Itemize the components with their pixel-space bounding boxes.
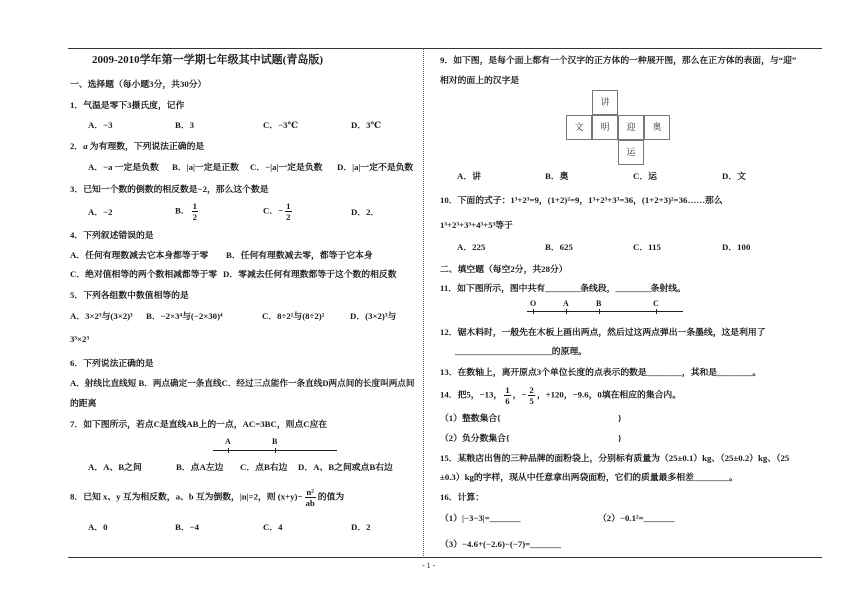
net-cell-middle-2: 明 [592,115,618,140]
q15-stem-continuation: ±0.3）kg的字样，现从中任意拿出两袋面粉，它们的质量最多相差________。 [440,472,738,482]
q8-fraction [305,487,316,508]
fraction-denominator: 2 [192,212,198,222]
fraction-numerator: 1 [505,385,510,395]
q4-stem: 4．下列叙述错误的是 [70,230,154,240]
q3-stem: 3．已知一个数的倒数的相反数是−2，那么这个数是 [70,184,269,194]
q6-options-continuation: 的距离 [70,398,97,408]
page-number: - 1 - [422,561,436,570]
q11-point-b-label: B [596,299,602,308]
section-heading-choice: 一、选择题（每小题3分，共30分） [70,79,207,89]
q10-option-d: D．100 [722,242,751,252]
net-cell-bottom: 运 [618,140,644,165]
q9-option-d: D．文 [722,171,746,181]
q3-option-c-sign: − [278,205,284,216]
q4-option-a: A．任何有理数减去它本身都等于零 [70,250,209,260]
q2-option-d: D．|a|一定不是负数 [337,162,414,172]
q3-option-c-fraction [285,201,291,222]
q3-option-b [175,201,200,222]
q11-stem: 11．如下图所示，图中共有________条线段，________条射线。 [440,283,686,293]
q7-point-a-tick [228,448,229,453]
top-rule [68,48,822,49]
q14-integer-set-close: } [618,413,622,423]
q7-point-b-label: B [272,437,278,446]
q9-option-b: B．奥 [545,171,569,181]
q1-option-b: B．3 [175,120,195,130]
fraction-numerator: 1 [192,201,198,211]
q5-option-b: B．−2×3⁴与(−2×30)⁴ [146,311,223,321]
q14-integer-set-label: （1）整数集合{ [440,413,501,423]
q14-fraction-2 [528,385,534,406]
q1-option-a: A．−3 [88,120,113,130]
q5-stem: 5．下列各组数中数值相等的是 [70,290,189,300]
q8-option-a: A．0 [88,522,108,532]
q5-option-d-continuation: 3³×2³ [70,334,90,344]
q14-negative-fraction-set-label: （2）负分数集合{ [440,433,510,443]
fraction-numerator: 1 [286,201,291,211]
q7-point-b-tick [275,448,276,453]
q7-option-c: C．点B右边 [240,462,288,472]
q14-separator: ，− [512,389,527,400]
q3-option-a: A．−2 [88,207,113,217]
q11-point-a-label: A [563,299,569,308]
q9-option-a: A．讲 [457,171,481,181]
q11-point-a-tick [566,309,567,314]
section-heading-fill-in: 二、填空题（每空2分，共28分） [440,264,568,274]
q2-variable: a [83,141,88,151]
q15-stem: 15．某粮店出售的三种品牌的面粉袋上，分别标有质量为（25±0.1）kg、（25±0.2）kg、（25 [440,453,790,463]
fraction-numerator: n² [306,487,314,497]
q10-stem-continuation: 1³+2³+3³+4³+5³等于 [440,220,513,230]
q2-text: 为有理数，下列说法正确的是 [87,141,205,151]
q14-negative-fraction-set-close: } [618,433,622,443]
q5-option-a: A．3×2³与(3×2)³ [70,311,133,321]
q4-option-d: D．零减去任何有理数都等于这个数的相反数 [223,269,397,279]
exam-title: 2009-2010学年第一学期七年级其中试题(青岛版) [92,54,323,66]
q12-stem: 12．锯木料时，一般先在木板上画出两点，然后过这两点弹出一条墨线，这是利用了 [440,327,766,337]
q7-stem: 7．如下图所示，若点C是直线AB上的一点，AC=3BC，则点C应在 [70,419,328,429]
bottom-rule [68,557,822,558]
q11-ray [527,311,683,312]
q14-stem [440,385,681,406]
q4-option-b: B．任何有理数减去零，都等于它本身 [226,250,373,260]
q9-option-c: C．运 [633,171,657,181]
q13-stem: 13．在数轴上，离开原点3个单位长度的点表示的数是________，其和是________。 [440,367,762,377]
q1-option-d: D．3℃ [351,120,382,130]
q16-stem: 16．计算： [440,492,484,502]
q14-stem-start: 14．把5，−13， [440,389,503,400]
q10-stem: 10．下面的式子：1³+2³=9，(1+2)²=9，1³+2³+3³=36，(1+2+3)²=36……那么 [440,195,723,205]
q2-stem [70,140,204,152]
q11-point-b-tick [599,309,600,314]
q3-option-b-fraction [192,201,198,222]
q5-option-d: D．(3×2)³与 [350,311,397,321]
net-cell-middle-3: 迎 [618,115,644,140]
q3-option-b-label: B． [175,205,190,216]
q16-part-2: （2）−0.1²=_______ [598,513,675,523]
q9-stem-continuation: 相对的面上的汉字是 [440,75,520,85]
q2-option-b: B．|a|一定是正数 [172,162,239,172]
q11-point-o-tick [533,309,534,314]
q3-option-d: D．2． [351,207,380,217]
q1-option-c: C．−3℃ [263,120,299,130]
q8-stem-start: 8．已知 x、y 互为相反数，a、b 互为倒数，|n|=2，则 (x+y)− [70,491,303,502]
q4-option-c: C．绝对值相等的两个数相减都等于零 [70,269,218,279]
fraction-numerator: 2 [529,385,534,395]
q8-option-b: B．−4 [175,522,200,532]
q8-stem [70,487,344,508]
net-cell-middle-1: 文 [566,115,592,140]
q6-options: A．射线比直线短 B．两点确定一条直线C．经过三点能作一条直线D两点间的长度叫两点间 [70,378,415,388]
fraction-denominator: 2 [286,212,291,222]
q10-option-b: B．625 [545,242,573,252]
q16-part-1: （1）|−3−3|=_______ [440,513,521,523]
q3-option-c [263,201,294,222]
q10-option-a: A．225 [457,242,486,252]
net-cell-top: 讲 [592,90,618,115]
q14-fraction-1 [504,385,510,406]
column-divider [423,48,424,558]
q7-point-a-label: A [225,437,231,446]
q2-option-c: C．−|a|一定是负数 [250,162,323,172]
q8-option-d: D．2 [351,522,371,532]
q6-stem: 6．下列说法正确的是 [70,358,154,368]
q9-stem: 9．如下图，是每个面上都有一个汉字的正方体的一种展开图，那么在正方体的表面，与“迎” [440,55,797,65]
fraction-denominator: ab [305,498,315,508]
q11-point-c-label: C [653,299,659,308]
q11-point-o-label: O [530,299,537,308]
q3-option-c-label: C． [263,205,279,216]
net-cell-middle-4: 奥 [644,115,670,140]
q10-option-c: C．115 [633,242,661,252]
fraction-denominator: 5 [529,396,534,406]
q14-stem-end: ，+120，−9.6，0填在相应的集合内。 [536,389,682,400]
q7-option-b: B．点A左边 [176,462,224,472]
q5-option-c: C．8÷2²与(8÷2)² [262,311,325,321]
q2-number: 2． [70,141,84,151]
q16-part-3: （3）−4.6+(−2.6)−(−7)=_______ [440,539,561,549]
q7-option-d: D．A、B之间或点B右边 [298,462,393,472]
fraction-denominator: 6 [505,396,510,406]
q11-point-c-tick [656,309,657,314]
q1-stem: 1．气温是零下3摄氏度，记作 [70,100,185,110]
q2-option-a: A．−a 一定是负数 [88,162,159,172]
q8-stem-end: 的值为 [317,491,345,502]
q12-stem-continuation: ______________________的原理。 [455,346,587,356]
q7-option-a: A．A、B之间 [88,462,142,472]
q8-option-c: C．4 [263,522,283,532]
